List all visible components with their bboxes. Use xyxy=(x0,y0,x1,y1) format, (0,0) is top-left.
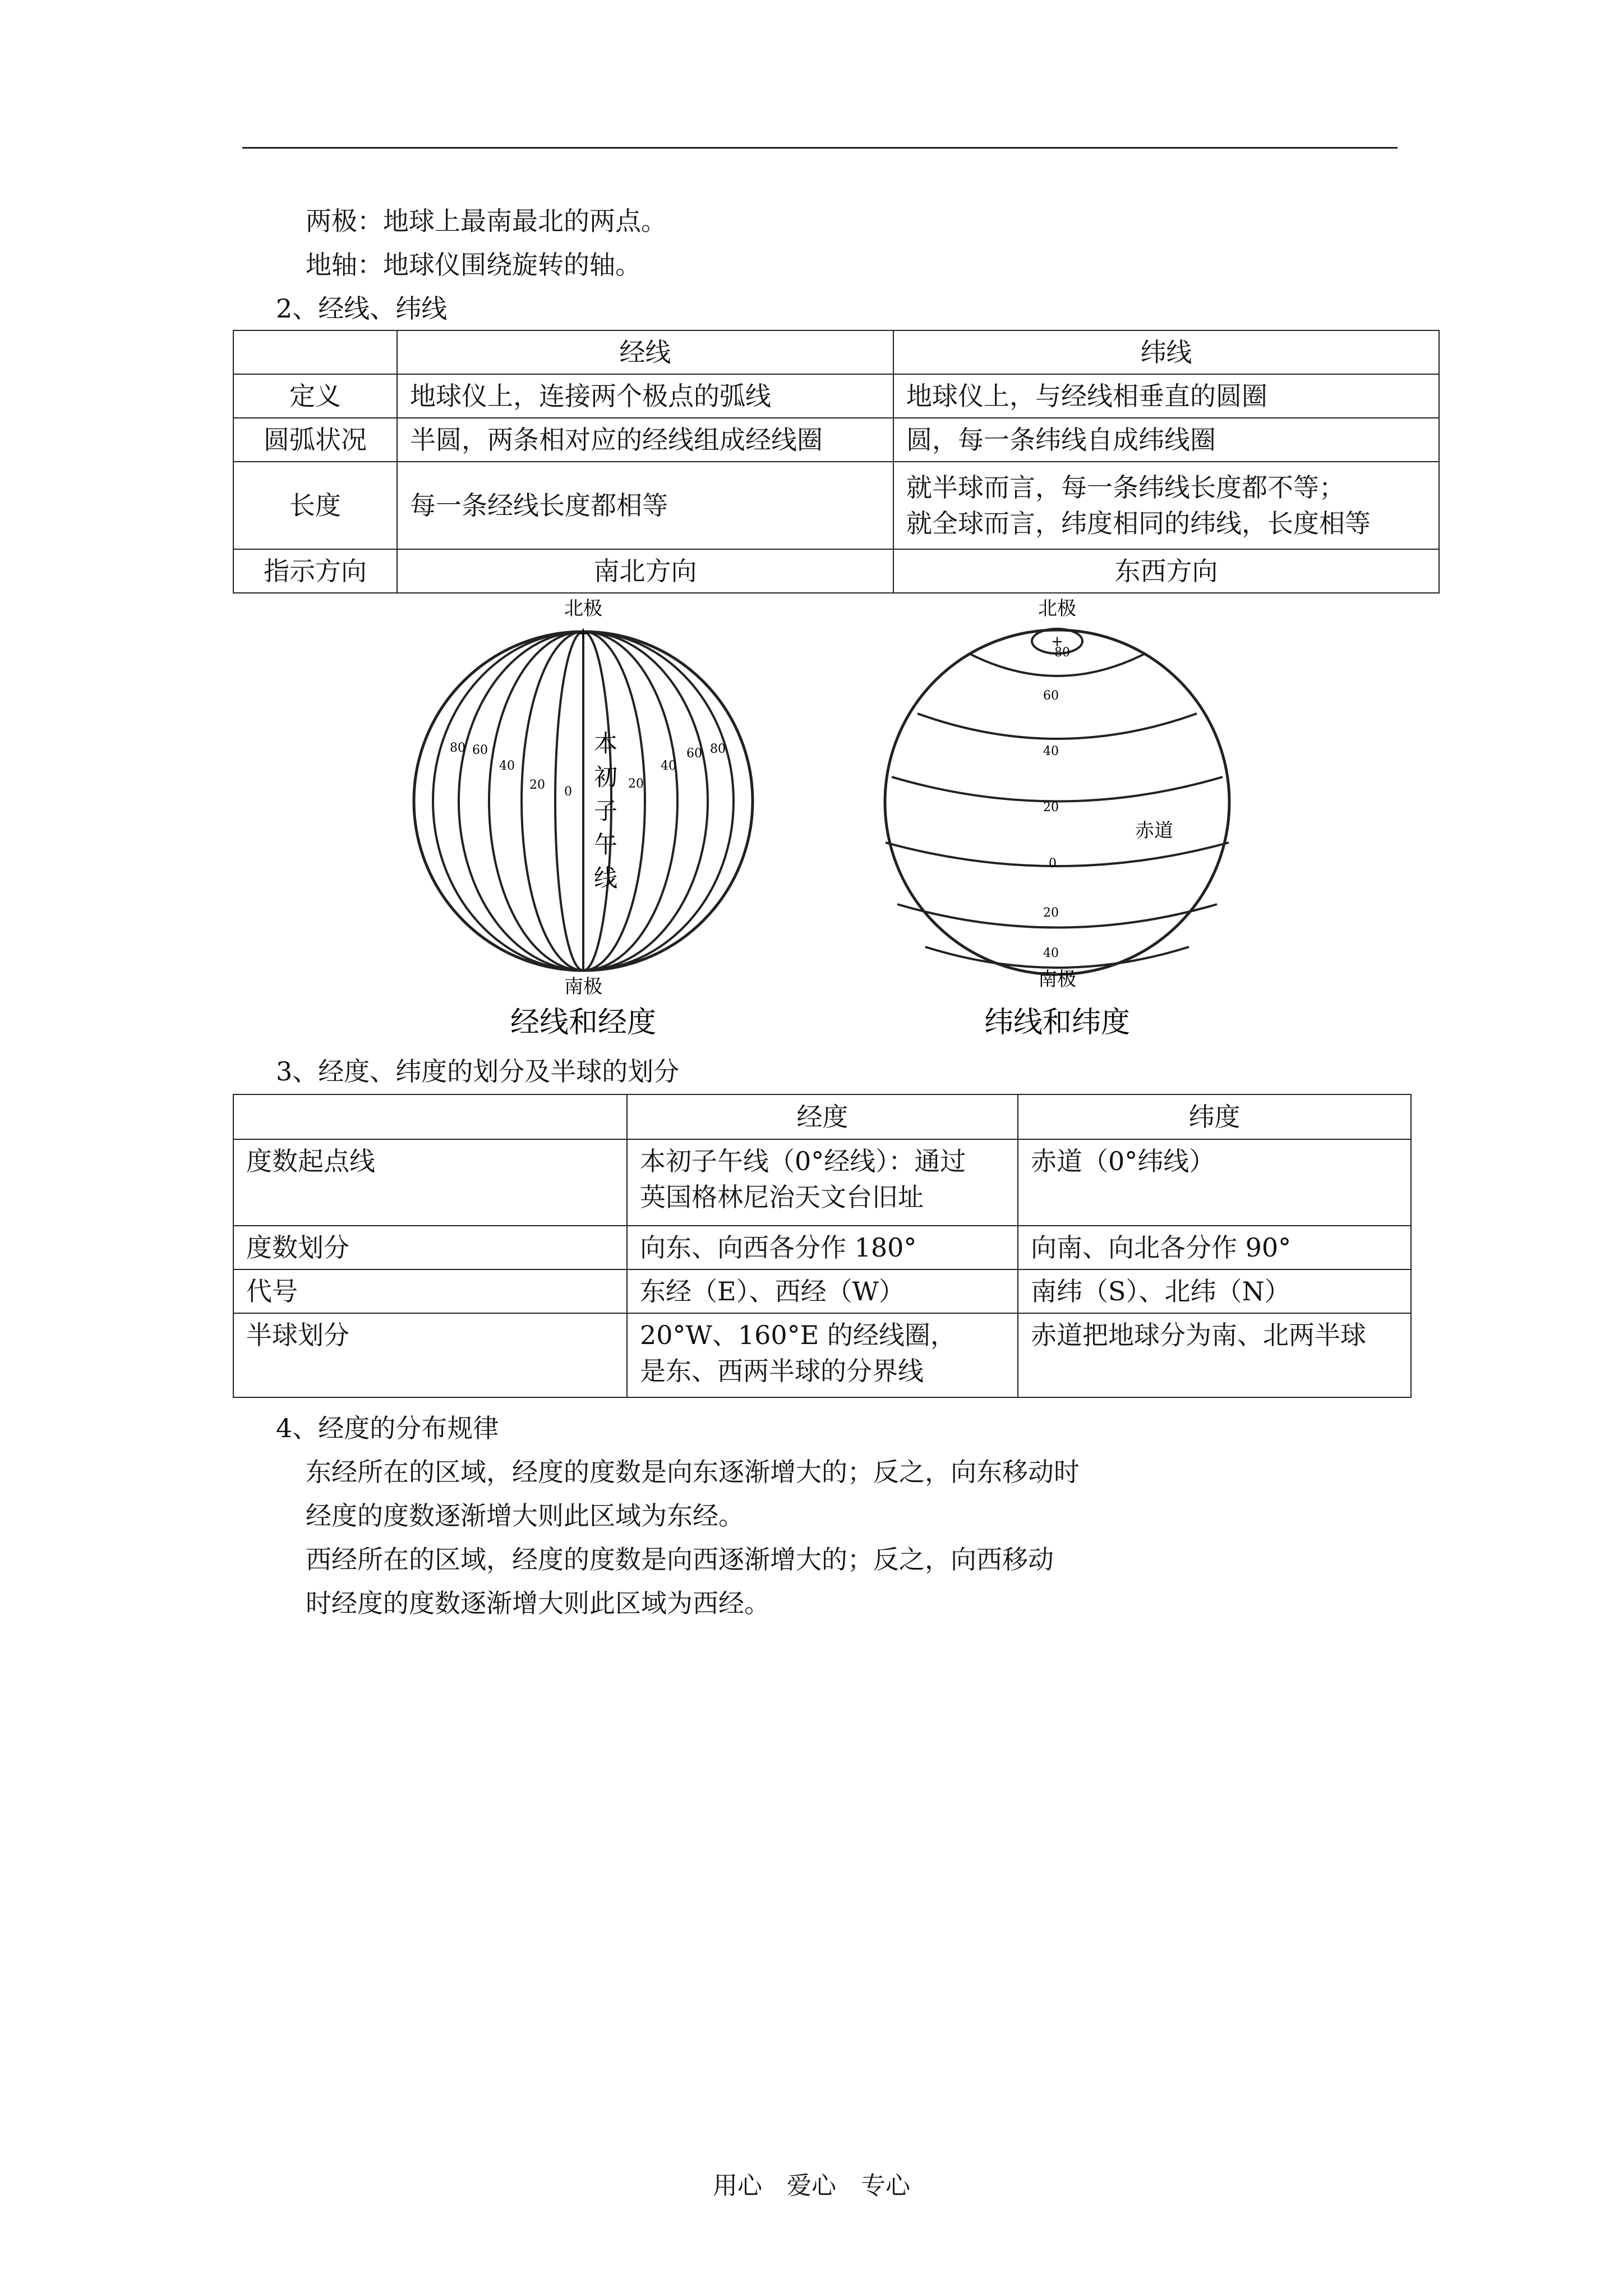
meridian-label: 60 xyxy=(686,747,702,761)
meridian-globe-figure xyxy=(393,595,774,1043)
latitude-label: 40 xyxy=(1043,946,1059,960)
row-label: 代号 xyxy=(233,1269,627,1313)
table-cell xyxy=(233,330,397,374)
latitude-label: 0 xyxy=(1049,857,1057,871)
prime-meridian-char: 本 xyxy=(593,730,618,757)
row-label: 定义 xyxy=(233,374,397,418)
row-label: 圆弧状况 xyxy=(233,418,397,462)
paragraph-line: 时经度的度数逐渐增大则此区域为西经。 xyxy=(306,1588,770,1618)
column-header-parallel: 纬线 xyxy=(893,330,1439,374)
table-cell: 东西方向 xyxy=(893,549,1439,593)
paragraph-line: 西经所在的区域，经度的度数是向西逐渐增大的；反之，向西移动 xyxy=(306,1544,1054,1575)
longitude-latitude-table xyxy=(233,1094,1412,1398)
table-header-row xyxy=(233,330,1439,374)
prime-meridian-char: 子 xyxy=(593,797,618,825)
south-pole-label: 南极 xyxy=(1038,968,1076,991)
latitude-label: 80 xyxy=(1054,646,1070,660)
table-cell: 向南、向北各分作 90° xyxy=(1018,1226,1411,1269)
meridian-label: 20 xyxy=(628,777,644,791)
paragraph-line: 东经所在的区域，经度的度数是向东逐渐增大的；反之，向东移动时 xyxy=(306,1457,1080,1487)
meridian-label: 80 xyxy=(450,741,465,755)
table-row xyxy=(233,1226,1411,1269)
north-pole-label: 北极 xyxy=(564,597,602,620)
parallel-globe-figure xyxy=(875,595,1256,1043)
poles-definition: 两极：地球上最南最北的两点。 xyxy=(306,206,667,236)
paragraph-line: 经度的度数逐渐增大则此区域为东经。 xyxy=(306,1501,744,1531)
south-pole-label: 南极 xyxy=(564,976,602,998)
row-label: 长度 xyxy=(233,462,397,549)
meridian-lines xyxy=(433,632,734,970)
table-row xyxy=(233,462,1439,549)
table-row xyxy=(233,1269,1411,1313)
table-cell: 地球仪上，与经线相垂直的圆圈 xyxy=(893,374,1439,418)
latitude-label: 40 xyxy=(1043,744,1059,758)
page-footer: 用心 爱心 专心 xyxy=(713,2171,910,2200)
section3-heading: 3、经度、纬度的划分及半球的划分 xyxy=(276,1056,680,1087)
table-row xyxy=(233,418,1439,462)
north-pole-marker-icon: + xyxy=(577,624,590,642)
meridian-label: 40 xyxy=(661,759,676,773)
column-header-latitude: 纬度 xyxy=(1018,1094,1411,1139)
figure-caption: 纬线和纬度 xyxy=(984,1006,1131,1039)
row-label: 度数起点线 xyxy=(233,1139,627,1226)
prime-meridian-char: 午 xyxy=(593,831,618,858)
axis-definition: 地轴：地球仪围绕旋转的轴。 xyxy=(306,250,641,280)
meridian-label: 20 xyxy=(529,778,545,792)
table-cell xyxy=(233,1094,627,1139)
section4-heading: 4、经度的分布规律 xyxy=(276,1413,499,1443)
cell-line: 就半球而言，每一条纬线长度都不等； xyxy=(906,472,1345,503)
cell-line: 是东、西两半球的分界线 xyxy=(640,1356,924,1386)
north-pole-marker-icon: + xyxy=(1051,633,1063,650)
table-cell: 每一条经线长度都相等 xyxy=(397,462,893,549)
prime-meridian-label xyxy=(594,730,617,892)
latitude-label: 20 xyxy=(1043,906,1059,920)
table-row xyxy=(233,1313,1411,1397)
table-cell: 东经（E）、西经（W） xyxy=(627,1269,1018,1313)
table-header-row xyxy=(233,1094,1411,1139)
figure-caption: 经线和经度 xyxy=(510,1006,657,1039)
column-header-meridian: 经线 xyxy=(397,330,893,374)
table-cell: 赤道把地球分为南、北两半球 xyxy=(1018,1313,1411,1397)
row-label: 度数划分 xyxy=(233,1226,627,1269)
table-cell: 南纬（S）、北纬（N） xyxy=(1018,1269,1411,1313)
north-pole-label: 北极 xyxy=(1038,597,1076,620)
table-cell: 向东、向西各分作 180° xyxy=(627,1226,1018,1269)
table-cell: 圆，每一条纬线自成纬线圈 xyxy=(893,418,1439,462)
table-row xyxy=(233,1139,1411,1226)
cell-line: 20°W、160°E 的经线圈， xyxy=(640,1320,956,1350)
meridian-label: 60 xyxy=(472,743,488,757)
table-cell xyxy=(627,1139,1018,1226)
meridian-label: 40 xyxy=(499,759,515,773)
table-cell xyxy=(893,462,1439,549)
meridian-parallel-table xyxy=(233,330,1440,593)
latitude-label: 60 xyxy=(1043,689,1059,703)
cell-line: 就全球而言，纬度相同的纬线，长度相等 xyxy=(906,508,1371,539)
meridian-label: 80 xyxy=(710,742,726,756)
table-cell: 地球仪上，连接两个极点的弧线 xyxy=(397,374,893,418)
table-row xyxy=(233,549,1439,593)
table-cell: 半圆，两条相对应的经线组成经线圈 xyxy=(397,418,893,462)
cell-line: 英国格林尼治天文台旧址 xyxy=(640,1182,924,1212)
row-label: 指示方向 xyxy=(233,549,397,593)
column-header-longitude: 经度 xyxy=(627,1094,1018,1139)
table-cell: 南北方向 xyxy=(397,549,893,593)
meridian-label: 0 xyxy=(564,785,572,799)
prime-meridian-char: 线 xyxy=(593,864,618,892)
equator-label: 赤道 xyxy=(1135,820,1173,842)
table-row xyxy=(233,374,1439,418)
header-rule xyxy=(242,147,1398,149)
table-cell: 赤道（0°纬线） xyxy=(1018,1139,1411,1226)
row-label: 半球划分 xyxy=(233,1313,627,1397)
table-cell xyxy=(627,1313,1018,1397)
latitude-label: 20 xyxy=(1043,800,1059,815)
section2-heading: 2、经线、纬线 xyxy=(276,293,448,324)
prime-meridian-char: 初 xyxy=(593,763,618,791)
cell-line: 本初子午线（0°经线）：通过 xyxy=(640,1146,966,1176)
